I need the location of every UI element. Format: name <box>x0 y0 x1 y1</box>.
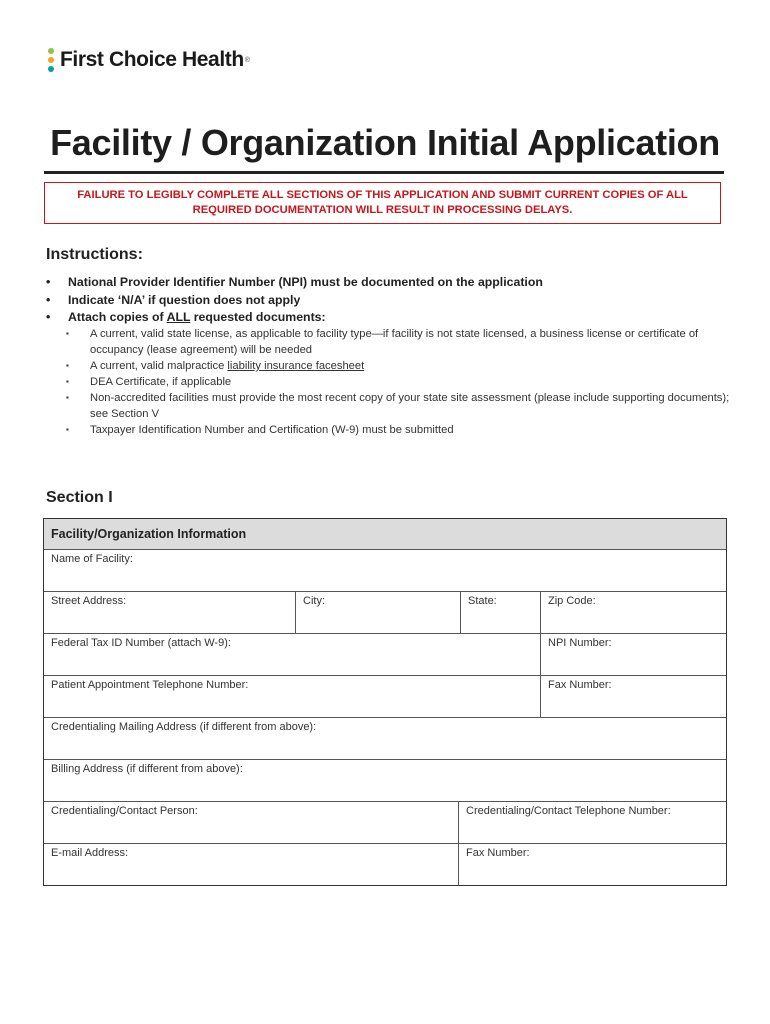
email-address-field[interactable]: E-mail Address: <box>44 844 459 885</box>
document-item: ▪ Taxpayer Identification Number and Certification (W-9) must be submitted <box>66 424 454 436</box>
warning-banner: FAILURE TO LEGIBLY COMPLETE ALL SECTIONS OF THIS APPLICATION AND SUBMIT CURRENT COPIES OF ALL REQUIRED DOCUMENTATION WILL RESULT IN PROCESSING DELAYS. <box>44 182 721 224</box>
credentialing-mailing-address-field[interactable]: Credentialing Mailing Address (if different from above): <box>51 721 317 733</box>
npi-number-field[interactable]: NPI Number: <box>548 637 612 649</box>
instructions-heading: Instructions: <box>46 246 143 263</box>
contact-fax-number-field[interactable]: Fax Number: <box>466 847 530 859</box>
section-heading: Section I <box>46 489 113 506</box>
bullet-icon: • <box>46 275 51 289</box>
logo <box>48 48 250 72</box>
instruction-item: • Attach copies of ALL requested documents: <box>46 309 736 327</box>
instructions-list <box>46 274 736 327</box>
table-row <box>44 592 726 634</box>
federal-tax-id-field[interactable]: Federal Tax ID Number (attach W-9): <box>44 634 541 675</box>
fax-number-field[interactable]: Fax Number: <box>548 679 612 691</box>
square-bullet-icon: ▪ <box>66 361 69 370</box>
bullet-icon: • <box>46 310 51 324</box>
table-row <box>44 634 726 676</box>
document-item: ▪ DEA Certificate, if applicable <box>66 376 232 388</box>
table-row <box>44 802 726 844</box>
table-header: Facility/Organization Information <box>44 519 726 550</box>
document-item: ▪ A current, valid malpractice liability insurance facesheet <box>66 360 365 372</box>
bullet-icon: • <box>46 292 51 307</box>
square-bullet-icon: ▪ <box>66 377 69 386</box>
page-title: Facility / Organization Initial Application <box>50 122 720 163</box>
document-item: ▪ A current, valid state license, as applicable to facility type—if facility is not state licensed, a business license or certificate of occupancy (lease agreement) will be needed <box>66 328 699 356</box>
street-address-field[interactable]: Street Address: <box>44 592 296 633</box>
logo-registered: ® <box>244 56 250 64</box>
logo-text: First Choice Health <box>60 48 244 71</box>
facility-name-field[interactable]: Name of Facility: <box>51 553 133 565</box>
billing-address-field[interactable]: Billing Address (if different from above): <box>51 763 243 775</box>
square-bullet-icon: ▪ <box>66 329 69 338</box>
state-field[interactable]: State: <box>461 592 541 633</box>
contact-person-field[interactable]: Credentialing/Contact Person: <box>44 802 459 843</box>
facility-information-table <box>43 518 727 886</box>
table-row <box>44 550 726 592</box>
table-row <box>44 760 726 802</box>
table-row <box>44 718 726 760</box>
title-divider <box>44 171 724 174</box>
square-bullet-icon: ▪ <box>66 425 69 434</box>
square-bullet-icon: ▪ <box>66 393 69 402</box>
instruction-item: • Indicate ‘N/A’ if question does not apply <box>46 292 736 310</box>
insurance-facesheet-link[interactable]: liability insurance facesheet <box>227 360 365 372</box>
logo-dots-icon <box>48 48 54 72</box>
table-row <box>44 844 726 885</box>
city-field[interactable]: City: <box>296 592 461 633</box>
table-row <box>44 676 726 718</box>
contact-phone-field[interactable]: Credentialing/Contact Telephone Number: <box>466 805 671 817</box>
zip-code-field[interactable]: Zip Code: <box>548 595 596 607</box>
appointment-phone-field[interactable]: Patient Appointment Telephone Number: <box>44 676 541 717</box>
document-item: ▪ Non-accredited facilities must provide the most recent copy of your state site assessment (please include supporting documents); see Section V <box>66 392 730 420</box>
instruction-item: • National Provider Identifier Number (NPI) must be documented on the application <box>46 274 736 292</box>
required-documents-list <box>66 326 736 438</box>
